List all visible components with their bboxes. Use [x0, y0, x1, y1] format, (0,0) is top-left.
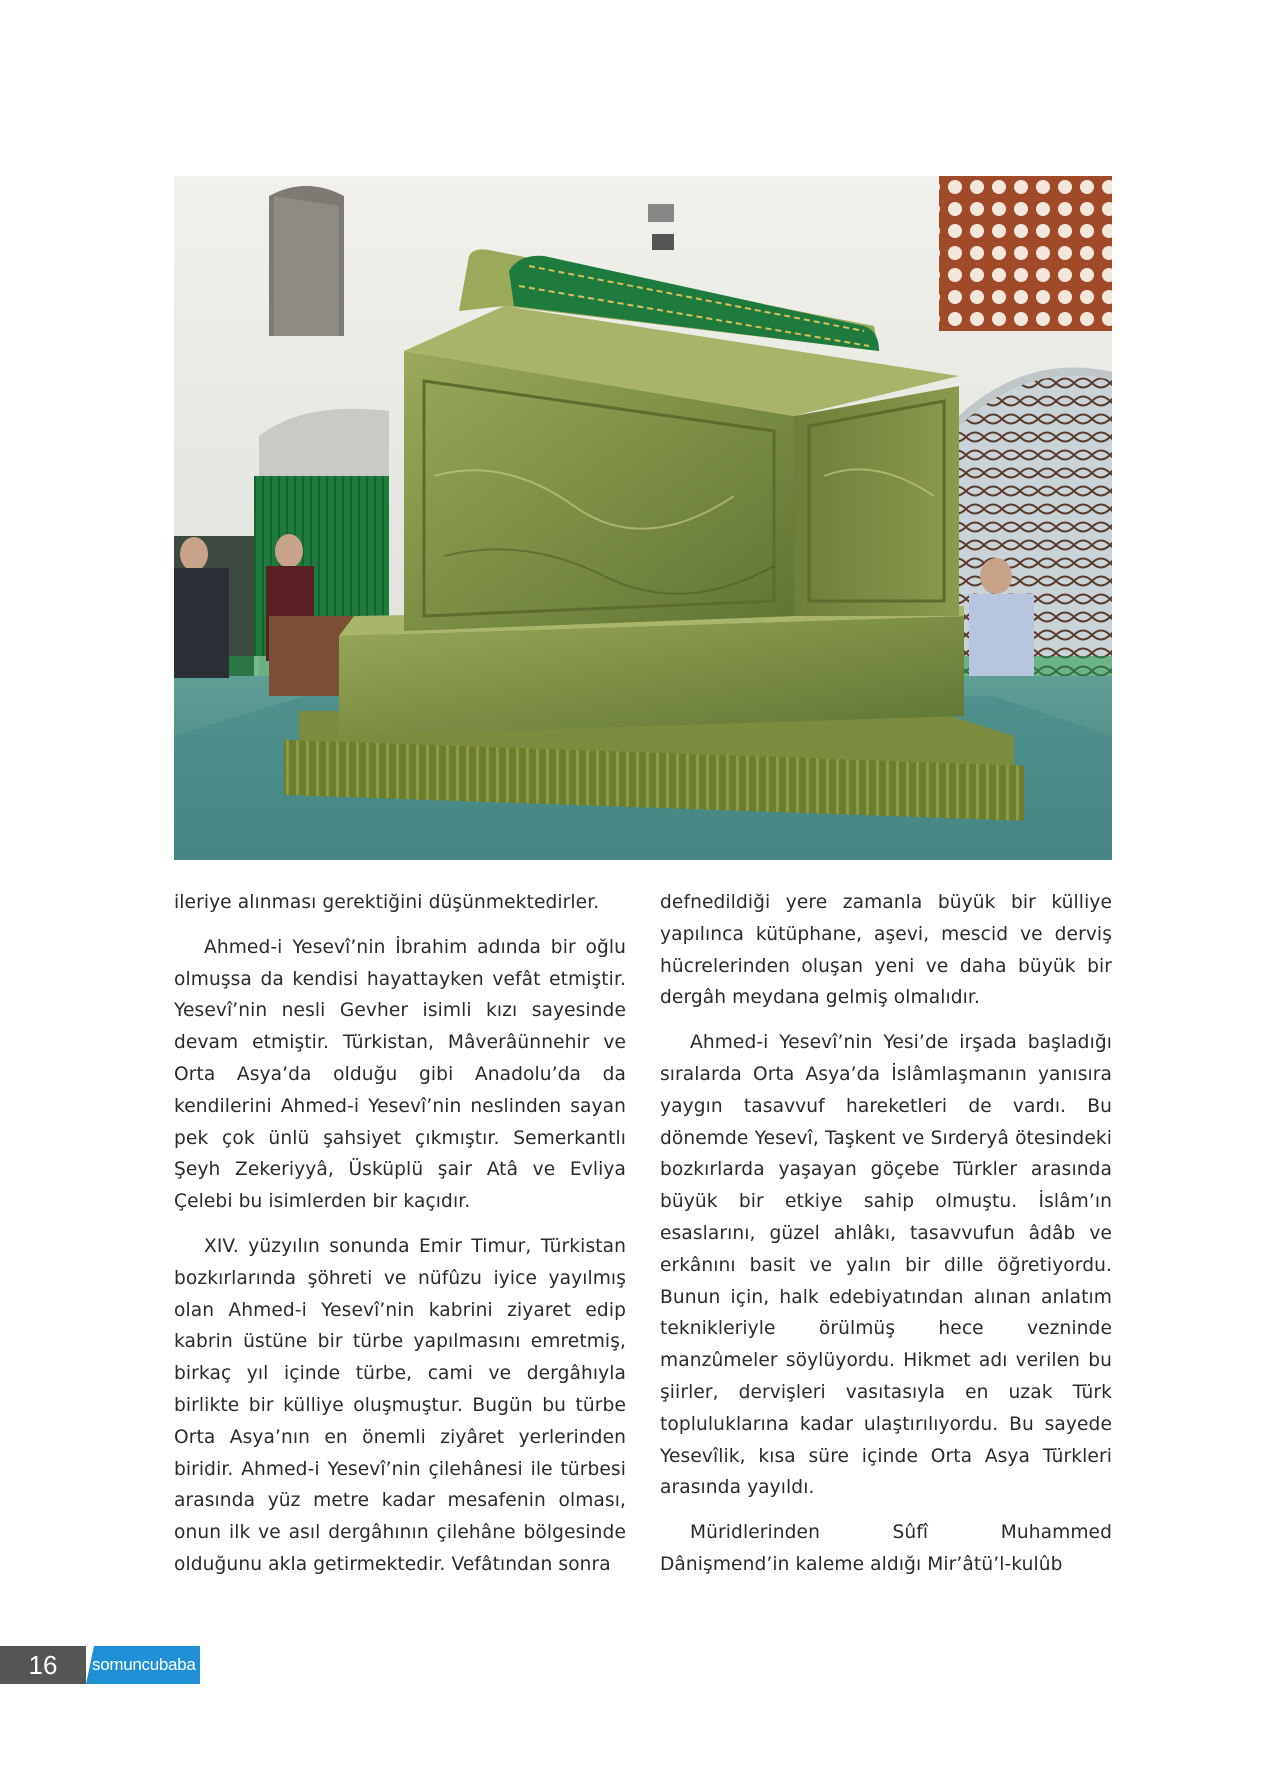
paragraph: defnedildiği yere zamanla büyük bir külliye yapılınca kütüphane, aşevi, mescid ve derviş hücrelerinden oluşan yeni ve daha büyük bir dergâh meydana gelmiş olmalıdır. [660, 892, 1112, 1009]
page-footer [0, 1646, 240, 1684]
mausoleum-sarcophagus-photo [174, 176, 1112, 860]
right-text-column [660, 887, 1112, 1594]
paragraph: Ahmed-i Yesevî’nin Yesi’de irşada başladığı sıralarda Orta Asya’da İslâmlaşmanın yanısıra yaygın tasavvuf hareketleri de vardı. Bu dönemde Yesevî, Taşkent ve Sırderyâ ötesindeki bozkırlarda yaşayan göçebe Türkler arasında büyük bir etkiye sahip olmuştu. İslâm’ın esaslarını, güzel ahlâkı, tasavvufun âdâb ve erkânını basit ve yalın bir dille öğretiyordu. Bunun için, halk edebiyatından alınan anlatım teknikleriyle örülmüş hece vezninde manzûmeler söylüyordu. Hikmet adı verilen bu şiirler, dervişleri vasıtasıyla en uzak Türk topluluklarına kadar ulaştırılıyordu. Bu sayede Yesevîlik, kısa süre içinde Orta Asya Türkleri arasında yayıldı. [660, 1032, 1112, 1499]
paragraph: Ahmed-i Yesevî’nin İbrahim adında bir oğlu olmuşsa da kendisi hayattayken vefât etmiştir. Yesevî’nin nesli Gevher isimli kızı sayesinde devam etmiştir. Türkistan, Mâverâünnehir ve Orta Asya’da olduğu gibi Anadolu’da da kendilerini Ahmed-i Yesevî’nin neslinden sayan pek çok ünlü şahsiyet çıkmıştır. Semerkantlı Şeyh Zekeriyyâ, Üsküplü şair Atâ ve Evliya Çelebi bu isimlerden bir kaçıdır. [174, 936, 626, 1213]
sarcophagus-photo [174, 176, 1112, 860]
paragraph: Müridlerinden Sûfî Muhammed Dânişmend’in kaleme aldığı Mir’âtü’l-kulûb [660, 1522, 1112, 1575]
paragraph: ileriye alınması gerektiğini düşünmektedirler. [174, 892, 600, 913]
left-text-column [174, 887, 626, 1594]
brand-name: somuncubaba [92, 1655, 196, 1674]
page-number: 16 [0, 1646, 86, 1684]
paragraph: XIV. yüzyılın sonunda Emir Timur, Türkistan bozkırlarında şöhreti ve nüfûzu iyice yayılmış olan Ahmed-i Yesevî’nin kabrini ziyaret edip kabrin üstüne bir türbe yapılmasını emretmiş, birkaç yıl içinde türbe, cami ve dergâhıyla birlikte bir külliye oluşmuştur. Bugün bu türbe Orta Asya’nın en önemli ziyâret yerlerinden biridir. Ahmed-i Yesevî’nin çilehânesi ile türbesi arasında yüz metre kadar mesafenin olması, onun ilk ve asıl dergâhının çilehâne bölgesinde olduğunu akla getirmektedir. Vefâtından sonra [174, 1235, 626, 1575]
